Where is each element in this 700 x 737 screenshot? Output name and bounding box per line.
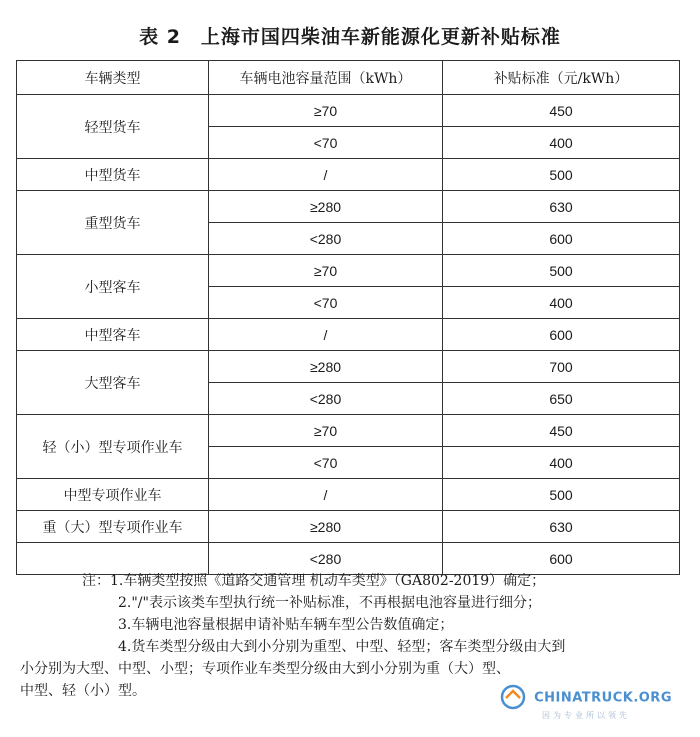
capacity-cell: <280 bbox=[209, 543, 443, 575]
subsidy-cell: 630 bbox=[443, 191, 680, 223]
table-row bbox=[17, 255, 680, 287]
capacity-cell: ≥70 bbox=[209, 415, 443, 447]
subsidy-cell: 600 bbox=[443, 223, 680, 255]
note-2: 2."/"表示该类车型执行统一补贴标准，不再根据电池容量进行细分； bbox=[118, 595, 541, 611]
capacity-cell: <280 bbox=[209, 383, 443, 415]
subsidy-cell: 600 bbox=[443, 543, 680, 575]
vehicle-type-cell: 轻型货车 bbox=[17, 95, 209, 159]
subsidy-cell: 500 bbox=[443, 159, 680, 191]
vehicle-type-cell: 大型客车 bbox=[17, 351, 209, 415]
subsidy-cell: 700 bbox=[443, 351, 680, 383]
subsidy-cell: 500 bbox=[443, 255, 680, 287]
subsidy-cell: 400 bbox=[443, 287, 680, 319]
table-title: 表 2 上海市国四柴油车新能源化更新补贴标准 bbox=[139, 26, 561, 48]
note-4-line-3: 中型、轻（小）型。 bbox=[20, 683, 146, 699]
note-4-line-2: 小分别为大型、中型、小型；专项作业车类型分级由大到小分别为重（大）型、 bbox=[20, 661, 510, 677]
vehicle-type-cell: 中型货车 bbox=[17, 159, 209, 191]
watermark-slogan: 因为专业所以领先 bbox=[541, 711, 630, 720]
table-row bbox=[17, 351, 680, 383]
subsidy-cell: 450 bbox=[443, 415, 680, 447]
subsidy-table bbox=[16, 60, 680, 575]
note-4-line-1: 4.货车类型分级由大到小分别为重型、中型、轻型；客车类型分级由大到 bbox=[118, 639, 566, 655]
capacity-cell: ≥280 bbox=[209, 191, 443, 223]
table-row bbox=[17, 319, 680, 351]
note-1: 注：1.车辆类型按照《道路交通管理 机动车类型》（GA802-2019）确定； bbox=[82, 573, 546, 589]
subsidy-cell: 650 bbox=[443, 383, 680, 415]
subsidy-cell: 500 bbox=[443, 479, 680, 511]
subsidy-cell: 450 bbox=[443, 95, 680, 127]
subsidy-cell: 630 bbox=[443, 511, 680, 543]
table-notes bbox=[20, 570, 692, 702]
capacity-cell: ≥280 bbox=[209, 511, 443, 543]
capacity-cell: ≥70 bbox=[209, 255, 443, 287]
capacity-cell: <280 bbox=[209, 223, 443, 255]
table-row bbox=[17, 95, 680, 127]
vehicle-type-cell: 中型专项作业车 bbox=[17, 479, 209, 511]
vehicle-type-cell: 重型货车 bbox=[17, 191, 209, 255]
table-row bbox=[17, 511, 680, 543]
header-vehicle-type: 车辆类型 bbox=[17, 61, 209, 95]
watermark bbox=[500, 684, 672, 721]
vehicle-type-cell: 小型客车 bbox=[17, 255, 209, 319]
capacity-cell: <70 bbox=[209, 287, 443, 319]
header-battery-capacity: 车辆电池容量范围（kWh） bbox=[209, 61, 443, 95]
watermark-site-name: CHINATRUCK.ORG bbox=[534, 690, 672, 706]
table-row bbox=[17, 479, 680, 511]
capacity-cell: / bbox=[209, 479, 443, 511]
subsidy-cell: 400 bbox=[443, 447, 680, 479]
subsidy-cell: 400 bbox=[443, 127, 680, 159]
table-row bbox=[17, 415, 680, 447]
chinatruck-logo-icon bbox=[500, 684, 526, 710]
vehicle-type-cell: 中型客车 bbox=[17, 319, 209, 351]
subsidy-cell: 600 bbox=[443, 319, 680, 351]
header-subsidy-standard: 补贴标准（元/kWh） bbox=[443, 61, 680, 95]
capacity-cell: ≥70 bbox=[209, 95, 443, 127]
capacity-cell: ≥280 bbox=[209, 351, 443, 383]
vehicle-type-cell: 重（大）型专项作业车 bbox=[17, 511, 209, 543]
capacity-cell: <70 bbox=[209, 447, 443, 479]
table-header-row bbox=[17, 61, 680, 95]
capacity-cell: <70 bbox=[209, 127, 443, 159]
capacity-cell: / bbox=[209, 319, 443, 351]
capacity-cell: / bbox=[209, 159, 443, 191]
vehicle-type-cell: 轻（小）型专项作业车 bbox=[17, 415, 209, 479]
table-row bbox=[17, 159, 680, 191]
table-row bbox=[17, 191, 680, 223]
note-3: 3.车辆电池容量根据申请补贴车辆车型公告数值确定； bbox=[118, 617, 454, 633]
